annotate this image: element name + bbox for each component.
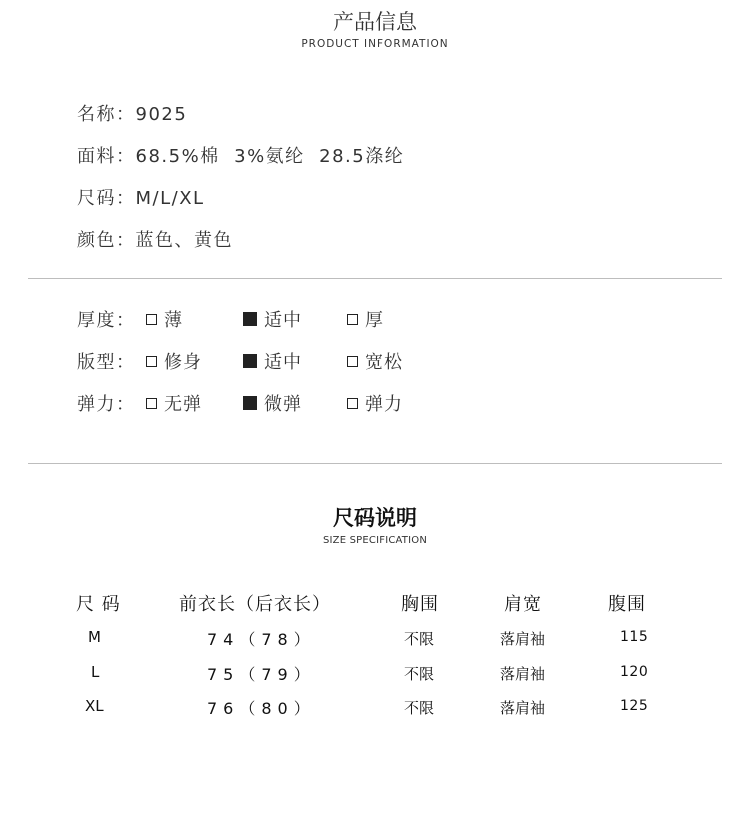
checkbox-filled-icon [243, 396, 257, 410]
table-cell-chest: 不限 [404, 699, 435, 717]
checkbox-empty-icon [146, 398, 157, 409]
table-cell-length: 76（80） [207, 699, 316, 718]
info-name-value: 9025 [135, 104, 188, 125]
table-cell-length: 75（79） [207, 665, 316, 684]
section-subtitle-product-info: PRODUCT INFORMATION [301, 38, 449, 50]
table-header-shoulder: 肩宽 [504, 594, 542, 615]
option-label: 薄 [164, 310, 183, 331]
checkbox-empty-icon [347, 356, 358, 367]
option-label: 适中 [264, 352, 302, 373]
info-row-color [77, 226, 233, 252]
checkbox-filled-icon [243, 354, 257, 368]
option-thickness-thick [347, 306, 384, 332]
table-header-length: 前衣长（后衣长） [179, 594, 331, 615]
attr-fit-label: 版型： [77, 352, 136, 373]
option-label: 弹力 [365, 394, 403, 415]
option-fit-medium [243, 348, 302, 374]
divider-bottom [28, 463, 722, 464]
option-label: 宽松 [365, 352, 403, 373]
table-cell-chest: 不限 [404, 630, 435, 648]
table-cell-size: L [91, 663, 100, 681]
info-row-name [77, 100, 187, 126]
info-size-value: M/L/XL [135, 188, 205, 209]
info-color-label: 颜色： [77, 230, 136, 251]
table-header-size: 尺 码 [76, 594, 121, 615]
option-thickness-medium [243, 306, 302, 332]
info-fabric-label: 面料： [77, 146, 136, 167]
info-row-size [77, 184, 205, 210]
table-cell-waist: 125 [620, 698, 649, 714]
checkbox-empty-icon [347, 314, 358, 325]
attr-elasticity-label: 弹力： [77, 394, 136, 415]
table-cell-waist: 115 [620, 629, 649, 645]
divider-top [28, 278, 722, 279]
table-cell-shoulder: 落肩袖 [500, 665, 546, 683]
info-color-value: 蓝色、黄色 [135, 230, 233, 251]
option-elasticity-slight [243, 390, 302, 416]
checkbox-empty-icon [347, 398, 358, 409]
option-elasticity-none [146, 390, 202, 416]
option-elasticity-stretch [347, 390, 403, 416]
attr-thickness-label: 厚度： [77, 310, 136, 331]
option-label: 微弹 [264, 394, 302, 415]
info-name-label: 名称： [77, 104, 136, 125]
checkbox-empty-icon [146, 314, 157, 325]
table-cell-size: XL [85, 697, 104, 715]
table-cell-shoulder: 落肩袖 [500, 699, 546, 717]
table-cell-shoulder: 落肩袖 [500, 630, 546, 648]
section-subtitle-size-spec: SIZE SPECIFICATION [322, 535, 428, 546]
option-thickness-thin [146, 306, 183, 332]
info-fabric-value: 68.5%棉 3%氨纶 28.5涤纶 [135, 146, 405, 167]
checkbox-empty-icon [146, 356, 157, 367]
table-header-chest: 胸围 [401, 594, 439, 615]
table-cell-chest: 不限 [404, 665, 435, 683]
section-title-size-spec: 尺码说明 [333, 506, 417, 530]
table-cell-waist: 120 [620, 664, 649, 680]
option-fit-slim [146, 348, 202, 374]
table-header-waist: 腹围 [608, 594, 646, 615]
info-size-label: 尺码： [77, 188, 136, 209]
option-fit-loose [347, 348, 403, 374]
table-cell-size: M [88, 628, 101, 646]
table-cell-length: 74（78） [207, 630, 316, 649]
option-label: 修身 [164, 352, 202, 373]
section-title-product-info: 产品信息 [333, 10, 417, 34]
option-label: 厚 [365, 310, 384, 331]
info-row-fabric [77, 142, 404, 168]
option-label: 适中 [264, 310, 302, 331]
checkbox-filled-icon [243, 312, 257, 326]
option-label: 无弹 [164, 394, 202, 415]
